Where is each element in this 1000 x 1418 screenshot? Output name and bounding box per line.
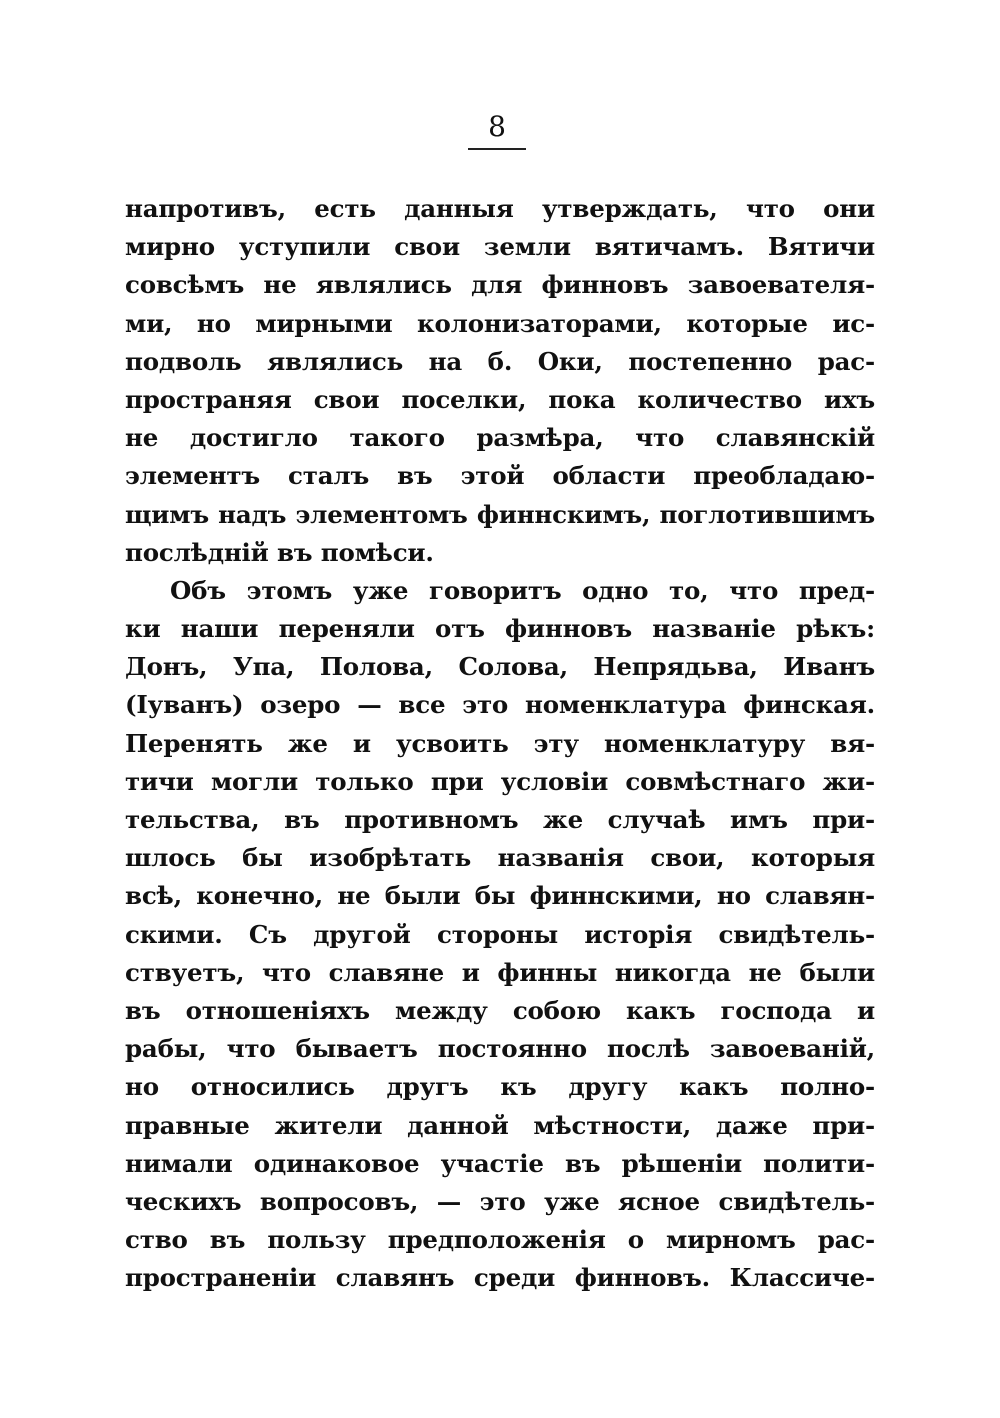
text-line: Донъ, Упа, Полова, Солова, Непрядьва, Иванъ [125, 652, 875, 682]
body-text [125, 190, 875, 1297]
text-line: ствуетъ, что славяне и финны никогда не были [125, 957, 875, 987]
text-line: совсѣмъ не являлись для финновъ завоевателя- [125, 270, 875, 300]
text-line: щимъ надъ элементомъ финнскимъ, поглотившимъ [125, 499, 875, 529]
text-line: пространеніи славянъ среди финновъ. Классиче- [125, 1263, 875, 1293]
text-line: шлось бы изобрѣтать названія свои, которыя [125, 843, 875, 873]
text-line: нимали одинаковое участіе въ рѣшеніи полити- [125, 1148, 875, 1178]
text-line: ки наши переняли отъ финновъ названіе рѣкъ: [125, 614, 875, 644]
text-line: рабы, что бываетъ постоянно послѣ завоеваній, [125, 1034, 875, 1064]
text-line: (Іуванъ) озеро — все это номенклатура финская. [125, 690, 875, 720]
text-line: тельства, въ противномъ же случаѣ имъ при- [125, 805, 875, 834]
text-line: пространяя свои поселки, пока количество ихъ [125, 384, 875, 414]
text-line: мирно уступили свои земли вятичамъ. Вятичи [125, 232, 875, 262]
text-line: послѣдній въ помѣси. [125, 537, 434, 567]
page-number: 8 [488, 110, 506, 143]
text-line: правные жители данной мѣстности, даже при- [125, 1110, 875, 1140]
text-line: тичи могли только при условіи совмѣстнаго жи- [125, 766, 875, 796]
text-line: ческихъ вопросовъ, — это уже ясное свидѣтель- [125, 1186, 875, 1216]
text-line: но относились другъ къ другу какъ полно- [125, 1072, 875, 1102]
text-line: подволь являлись на б. Оки, постепенно рас- [125, 346, 875, 376]
text-line: въ отношеніяхъ между собою какъ господа и [125, 995, 875, 1025]
text-line: Перенять же и усвоить эту номенклатуру вя- [125, 728, 875, 758]
text-line: напротивъ, есть данныя утверждать, что они [125, 194, 875, 223]
text-line: Объ этомъ уже говоритъ одно то, что пред- [170, 575, 875, 605]
text-line: не достигло такого размѣра, что славянскій [125, 423, 875, 453]
text-line: ми, но мирными колонизаторами, которые ис- [125, 308, 875, 338]
text-line: ство въ пользу предположенія о мирномъ рас- [125, 1225, 875, 1255]
text-line: скими. Съ другой стороны исторія свидѣтель- [125, 919, 875, 949]
page-number-underline [468, 148, 526, 150]
text-line: элементъ сталъ въ этой области преобладаю- [125, 461, 875, 491]
text-line: всѣ, конечно, не были бы финнскими, но славян- [125, 881, 875, 911]
